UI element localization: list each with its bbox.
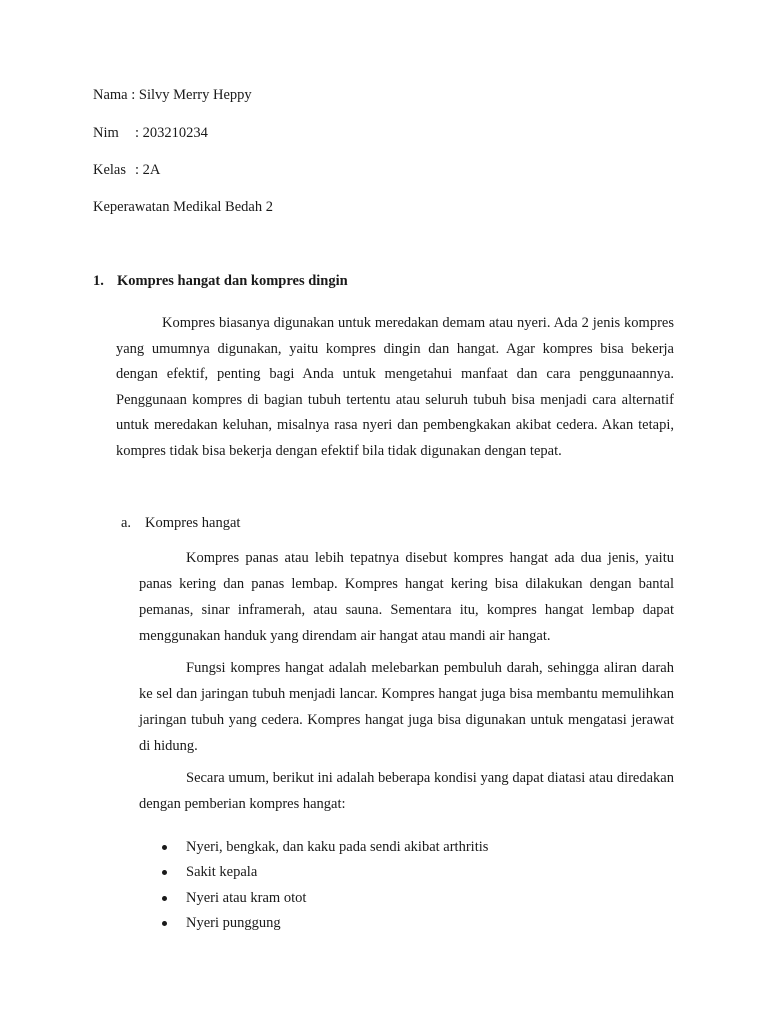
intro-paragraph: Kompres biasanya digunakan untuk meredakan demam atau nyeri. Ada 2 jenis kompres yang umumnya digunakan, yaitu kompres dingin dan hangat. Agar kompres bisa bekerja dengan efektif, penting bagi Anda untuk mengetahui manfaat dan cara penggunaannya. Penggunaan kompres di bagian tubuh tertentu atau seluruh tubuh bisa menjadi cara alternatif untuk meredakan keluhan, misalnya rasa nyeri dan pembengkakan akibat cedera. Akan tetapi, kompres tidak bisa bekerja dengan efektif bila tidak digunakan dengan tepat. [116,315,674,459]
bullet-icon [162,896,167,901]
list-item-text: Nyeri, bengkak, dan kaku pada sendi akibat arthritis [186,839,489,855]
student-nim [93,125,208,142]
paragraph-warm-types: Kompres panas atau lebih tepatnya disebut kompres hangat ada dua jenis, yaitu panas kering dan panas lembap. Kompres hangat kering bisa dilakukan dengan bantal pemanas, sinar inframerah, atau sauna. Sementara itu, kompres hangat lembap dapat menggunakan handuk yang direndam air hangat atau mandi air hangat. [139,550,674,644]
subsection-letter: a. [121,515,132,531]
bullet-icon [162,870,167,875]
bullet-icon [162,845,167,850]
kelas-label: Kelas [93,162,127,178]
subsection-heading [121,515,240,532]
subsection-title: Kompres hangat [145,515,241,531]
paragraph-warm-function: Fungsi kompres hangat adalah melebarkan pembuluh darah, sehingga aliran darah ke sel dan jaringan tubuh menjadi lancar. Kompres hangat juga bisa membantu memulihkan jaringan tubuh yang cedera. Kompres hangat juga bisa digunakan untuk mengatasi jerawat di hidung. [139,660,674,754]
nim-value: : 203210234 [135,125,208,141]
list-item-text: Nyeri atau kram otot [186,889,307,906]
list-item [160,837,488,862]
section-title: Kompres hangat dan kompres dingin [117,273,348,289]
section-heading [93,273,348,290]
bullet-icon [162,921,167,926]
kelas-value: : 2A [135,162,161,178]
nim-label: Nim [93,125,119,141]
list-item [160,862,488,887]
conditions-list [160,837,488,938]
list-item [160,888,488,913]
course-name: Keperawatan Medikal Bedah 2 [93,199,273,215]
paragraph-warm-conditions: Secara umum, berikut ini adalah beberapa kondisi yang dapat diatasi atau diredakan dengan pemberian kompres hangat: [139,770,674,812]
section-number: 1. [93,273,104,289]
student-name: Nama : Silvy Merry Heppy [93,87,252,103]
list-item-text: Nyeri punggung [186,914,281,931]
student-class [93,162,160,179]
list-item [160,913,488,938]
list-item-text: Sakit kepala [186,864,258,881]
